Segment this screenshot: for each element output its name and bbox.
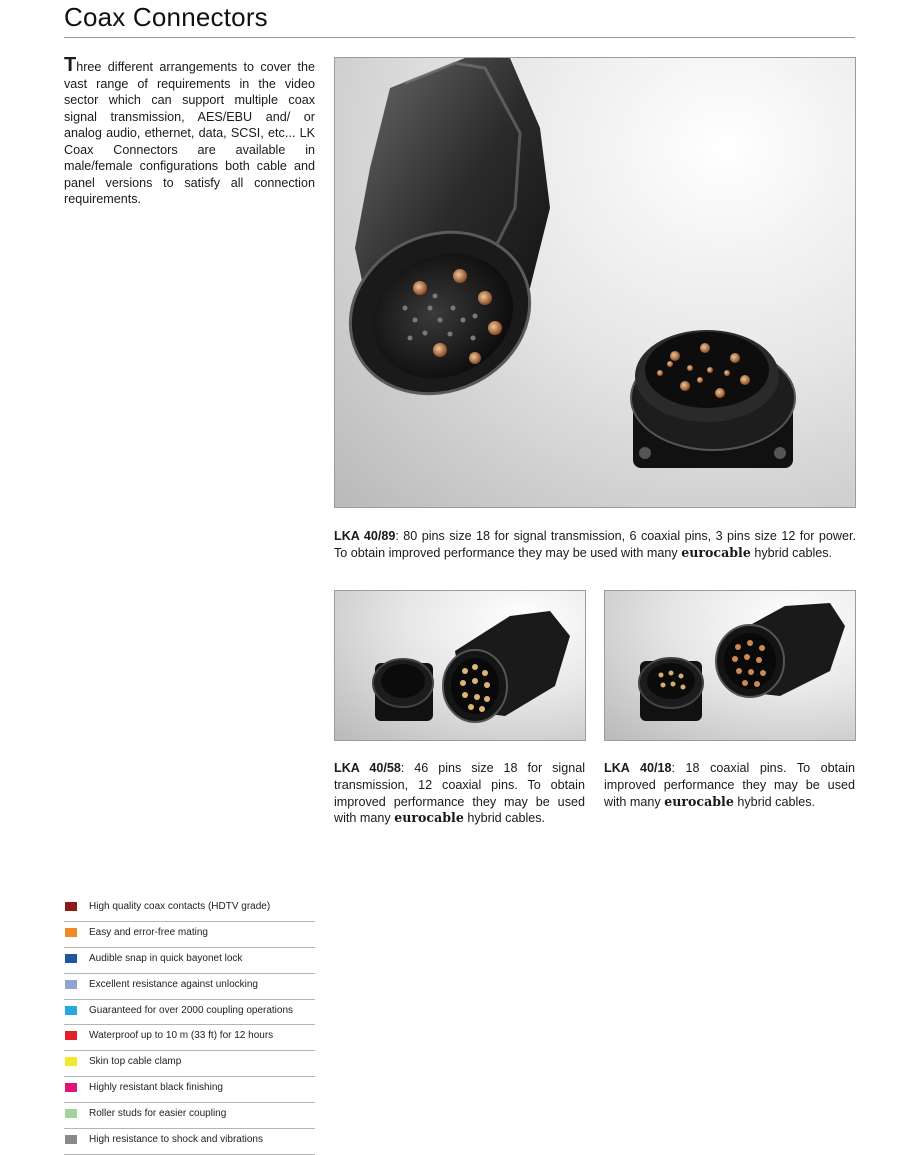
lka-40-58-model: LKA 40/58 <box>334 761 401 775</box>
lka-40-18-description: : 18 coaxial pins. To obtain improved performance they may be used with many <box>604 761 855 809</box>
color-swatch <box>65 902 77 911</box>
feature-item <box>64 922 315 948</box>
lka-40-58-description: : 46 pins size 18 for signal transmission, 12 coaxial pins. To obtain improved performance they may be used with many <box>334 761 585 826</box>
lka-40-58-tail: hybrid cables. <box>463 811 546 826</box>
feature-item <box>64 1025 315 1051</box>
lka-40-58-brand: eurocable <box>394 810 464 826</box>
color-swatch <box>65 928 77 937</box>
lka-40-18-tail: hybrid cables. <box>733 794 816 809</box>
feature-label: Highly resistant black finishing <box>89 1082 223 1094</box>
feature-label: Roller studs for easier coupling <box>89 1108 227 1120</box>
feature-item <box>64 1129 315 1155</box>
color-swatch <box>65 1057 77 1066</box>
lka-40-18-caption <box>604 760 855 810</box>
connector-pair-illustration <box>335 58 855 507</box>
feature-item <box>64 1051 315 1077</box>
color-swatch <box>65 1031 77 1040</box>
feature-item <box>64 974 315 1000</box>
lka-40-89-tail: hybrid cables. <box>750 545 833 560</box>
feature-label: Waterproof up to 10 m (33 ft) for 12 hours <box>89 1030 274 1042</box>
color-swatch <box>65 1006 77 1015</box>
title-divider <box>64 37 855 38</box>
color-swatch <box>65 954 77 963</box>
connector-pair-illustration <box>335 591 585 740</box>
feature-list <box>64 896 315 1155</box>
feature-label: Excellent resistance against unlocking <box>89 978 258 990</box>
lka-40-89-description: : 80 pins size 18 for signal transmission, 6 coaxial pins, 3 pins size 12 for power. To obtain improved performance they may be used with many <box>334 529 856 560</box>
color-swatch <box>65 1135 77 1144</box>
intro-text: hree different arrangements to cover the vast range of requirements in the video sector which can support multiple coax signal transmission, AES/EBU and/ or analog audio, ethernet, data, SCSI, etc... LK Coax Connectors are available in male/female configurations both cable and panel versions to satisfy all connection requirements. <box>64 60 315 206</box>
lka-40-89-model: LKA 40/89 <box>334 529 396 543</box>
feature-label: Audible snap in quick bayonet lock <box>89 952 243 964</box>
feature-item <box>64 1077 315 1103</box>
feature-label: Easy and error-free mating <box>89 926 208 938</box>
color-swatch <box>65 1109 77 1118</box>
lka-40-89-photo <box>334 57 856 508</box>
feature-label: Skin top cable clamp <box>89 1056 182 1068</box>
intro-dropcap: T <box>64 54 77 76</box>
feature-label: Guaranteed for over 2000 coupling operations <box>89 1004 294 1016</box>
feature-item <box>64 896 315 922</box>
intro-paragraph <box>64 54 315 208</box>
lka-40-89-caption <box>334 528 856 562</box>
lka-40-89-brand: eurocable <box>681 544 751 560</box>
page-title: Coax Connectors <box>64 2 268 32</box>
lka-40-58-photo <box>334 590 586 741</box>
color-swatch <box>65 1083 77 1092</box>
feature-item <box>64 1000 315 1026</box>
feature-item <box>64 948 315 974</box>
lka-40-18-model: LKA 40/18 <box>604 761 672 775</box>
color-swatch <box>65 980 77 989</box>
connector-pair-illustration <box>605 591 855 740</box>
feature-label: High quality coax contacts (HDTV grade) <box>89 901 271 912</box>
feature-label: High resistance to shock and vibrations <box>89 1134 263 1146</box>
lka-40-18-brand: eurocable <box>664 793 734 809</box>
lka-40-18-photo <box>604 590 856 741</box>
lka-40-58-caption <box>334 760 585 827</box>
feature-item <box>64 1103 315 1129</box>
